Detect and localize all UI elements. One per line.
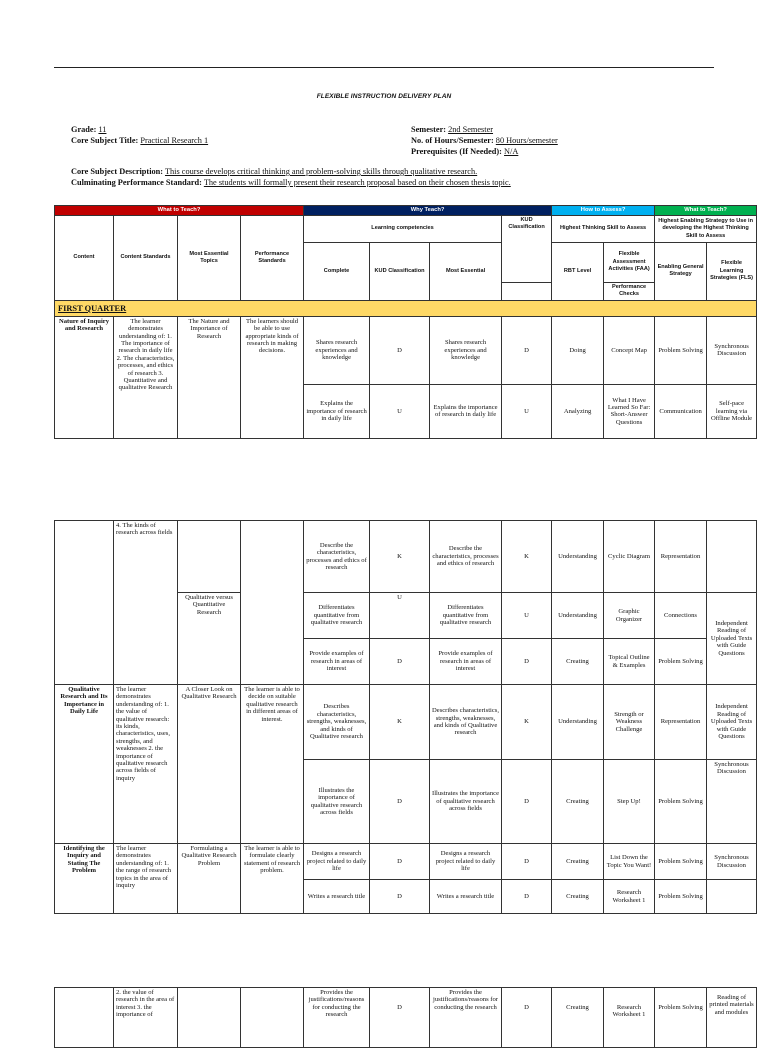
- prereq-line: [411, 147, 518, 157]
- t2-r2-rbt: Understanding: [552, 593, 604, 639]
- semester-value: 2nd Semester: [448, 125, 494, 134]
- col-flexible-learning-strategies: Flexible Learning Strategies (FLS): [707, 243, 757, 301]
- t1-r1-fls: Synchronous Discussion: [707, 316, 757, 384]
- t2-i2-fls: [707, 880, 757, 914]
- t2-q2-faa: Step Up!: [604, 760, 655, 844]
- t2-r1-egs: Representation: [655, 521, 707, 593]
- t3-content-cont: [55, 988, 114, 1048]
- t2-r1-rbt: Understanding: [552, 521, 604, 593]
- col-enabling-general-strategy: Enabling General Strategy: [655, 243, 707, 301]
- t3-rbt: Creating: [552, 988, 604, 1048]
- t2-r2-kud1: U: [370, 593, 430, 639]
- t3-kud1: D: [370, 988, 430, 1048]
- t2-q2-egs: Problem Solving: [655, 760, 707, 844]
- t1-r2-essential: Explains the importance of research in daily life: [430, 384, 502, 438]
- t2-q1-rbt: Understanding: [552, 685, 604, 760]
- t2-r3-complete: Provide examples of research in areas of interest: [304, 639, 370, 685]
- t2-topic-empty: [178, 521, 241, 593]
- plan-table-page-3: [54, 987, 757, 1048]
- t1-content-standards: The learner demonstrates understanding of: 1. The importance of research in daily life 2. The characteristics, processes, and ethics of research 3. Quantitative and qualitative Research: [114, 316, 178, 438]
- t2-r3-kud1: D: [370, 639, 430, 685]
- standard-label: Culminating Performance Standard:: [71, 178, 202, 187]
- t2-q2-essential: Illustrates the importance of qualitative research across fields: [430, 760, 502, 844]
- t2-i1-complete: Designs a research project related to daily life: [304, 844, 370, 880]
- t2-i1-egs: Problem Solving: [655, 844, 707, 880]
- t2-i1-rbt: Creating: [552, 844, 604, 880]
- subject-line: [71, 136, 208, 146]
- t2-i2-complete: Writes a research title: [304, 880, 370, 914]
- t2-q2-complete: Illustrates the importance of qualitative research across fields: [304, 760, 370, 844]
- t2-i2-essential: Writes a research title: [430, 880, 502, 914]
- t2-i2-egs: Problem Solving: [655, 880, 707, 914]
- t2-fls-a: Independent Reading of Uploaded Texts with Guide Questions: [707, 593, 757, 685]
- col-most-essential: Most Essential: [430, 243, 502, 301]
- t2-r3-essential: Provide examples of research in areas of interest: [430, 639, 502, 685]
- plan-table-page-1: [54, 205, 757, 439]
- t1-r1-essential: Shares research experiences and knowledge: [430, 316, 502, 384]
- hours-line: [411, 136, 558, 146]
- t3-faa: Research Worksheet 1: [604, 988, 655, 1048]
- t3-content-standards-cont: 2. the value of research in the area of interest 3. the importance of: [114, 988, 178, 1048]
- t2-qual-content: Qualitative Research and Its Importance in Daily Life: [55, 685, 114, 844]
- t2-q1-fls: Independent Reading of Uploaded Texts with Guide Questions: [707, 685, 757, 760]
- t1-performance-standard: The learners should be able to use appropriate kinds of research in making decisions.: [241, 316, 304, 438]
- grade-value: 11: [98, 125, 107, 134]
- col-kud-classification-2-cont: [502, 283, 552, 301]
- t1-r2-egs: Communication: [655, 384, 707, 438]
- col-kud-classification-2: KUD Classification: [502, 216, 552, 283]
- t2-q2-fls: Synchronous Discussion: [707, 760, 757, 844]
- document-title: FLEXIBLE INSTRUCTION DELIVERY PLAN: [316, 93, 452, 100]
- t3-complete: Provides the justifications/reasons for conducting the research: [304, 988, 370, 1048]
- t2-r2-faa: Graphic Organizer: [604, 593, 655, 639]
- quarter-heading: FIRST QUARTER: [55, 300, 757, 316]
- t2-r1-kud2: K: [502, 521, 552, 593]
- semester-line: [411, 125, 493, 135]
- t2-qual-content-standards: The learner demonstrates understanding of: 1. the value of qualitative research: its kinds, characteristics, uses, strengths, and weaknesses 2. the importance of qualitative research across fields of inquiry: [114, 685, 178, 844]
- col-highest-thinking-skill: Highest Thinking Skill to Assess: [552, 216, 655, 243]
- standard-line: [71, 178, 511, 188]
- col-kud-classification-1: KUD Classification: [370, 243, 430, 301]
- col-learning-competencies: Learning competencies: [304, 216, 502, 243]
- t2-ident-topic: Formulating a Qualitative Research Problem: [178, 844, 241, 914]
- t2-r1-complete: Describe the characteristics, processes and ethics of research: [304, 521, 370, 593]
- band-how-to-assess: How to Assess?: [552, 206, 655, 216]
- col-flexible-assessment: Flexible Assessment Activities (FAA): [604, 243, 655, 283]
- t2-i2-kud1: D: [370, 880, 430, 914]
- t2-r3-faa: Topical Outline & Examples: [604, 639, 655, 685]
- t1-r1-kud1: D: [370, 316, 430, 384]
- t2-r2-complete: Differentiates quantitative from qualitative research: [304, 593, 370, 639]
- t2-r1-faa: Cyclic Diagram: [604, 521, 655, 593]
- t1-topic: The Nature and Importance of Research: [178, 316, 241, 438]
- col-performance-checks: Performance Checks: [604, 283, 655, 301]
- t2-q1-egs: Representation: [655, 685, 707, 760]
- top-rule: [54, 67, 714, 68]
- t1-r1-egs: Problem Solving: [655, 316, 707, 384]
- description-label: Core Subject Description:: [71, 167, 164, 176]
- t2-r1-kud1: K: [370, 521, 430, 593]
- t2-ident-content-standards: The learner demonstrates understanding of: 1. the range of research topics in the area of inquiry: [114, 844, 178, 914]
- t1-r1-complete: Shares research experiences and knowledge: [304, 316, 370, 384]
- band-why-teach: Why Teach?: [304, 206, 552, 216]
- prereq-value: N/A: [504, 147, 519, 156]
- t2-r3-kud2: D: [502, 639, 552, 685]
- standard-value: The students will formally present their research proposal based on their chosen thesis topic.: [203, 178, 511, 187]
- t2-r2-essential: Differentiates quantitative from qualitative research: [430, 593, 502, 639]
- band-what-to-teach: What to Teach?: [55, 206, 304, 216]
- t2-r3-rbt: Creating: [552, 639, 604, 685]
- t2-i1-fls: Synchronous Discussion: [707, 844, 757, 880]
- t2-q2-kud1: D: [370, 760, 430, 844]
- t2-topic-qvq: Qualitative versus Quantitative Research: [178, 593, 241, 685]
- t2-i2-faa: Research Worksheet 1: [604, 880, 655, 914]
- t3-egs: Problem Solving: [655, 988, 707, 1048]
- col-performance-standards: Performance Standards: [241, 216, 304, 301]
- hours-label: No. of Hours/Semester:: [411, 136, 494, 145]
- t2-content-standards-cont: 4. The kinds of research across fields: [114, 521, 178, 685]
- t2-i1-kud1: D: [370, 844, 430, 880]
- t1-r2-faa: What I Have Learned So Far: Short-Answer Questions: [604, 384, 655, 438]
- t2-q1-faa: Strength or Weakness Challenge: [604, 685, 655, 760]
- t2-i1-essential: Designs a research project related to daily life: [430, 844, 502, 880]
- band-what-to-teach-2: What to Teach?: [655, 206, 757, 216]
- t2-ident-performance: The learner is able to formulate clearly statement of research problem.: [241, 844, 304, 914]
- subject-value: Practical Research 1: [140, 136, 209, 145]
- semester-label: Semester:: [411, 125, 447, 134]
- col-content-standards: Content Standards: [114, 216, 178, 301]
- t1-r1-kud2: D: [502, 316, 552, 384]
- t2-ident-content: Identifying the Inquiry and Stating The Problem: [55, 844, 114, 914]
- t2-i2-rbt: Creating: [552, 880, 604, 914]
- t2-q2-rbt: Creating: [552, 760, 604, 844]
- t2-q1-essential: Describes characteristics, strengths, weaknesses, and kinds of Qualitative research: [430, 685, 502, 760]
- prereq-label: Prerequisites (If Needed):: [411, 147, 502, 156]
- t1-content: Nature of Inquiry and Research: [55, 316, 114, 438]
- plan-table-page-2: [54, 520, 757, 914]
- grade-label: Grade:: [71, 125, 97, 134]
- t1-r1-rbt: Doing: [552, 316, 604, 384]
- hours-value: 80 Hours/semester: [495, 136, 558, 145]
- t3-essential: Provides the justifications/reasons for conducting the research: [430, 988, 502, 1048]
- t2-r1-fls: [707, 521, 757, 593]
- description-line: [71, 167, 477, 177]
- t1-r1-faa: Concept Map: [604, 316, 655, 384]
- t3-fls: Reading of printed materials and modules: [707, 988, 757, 1048]
- col-highest-enabling-strategy: Highest Enabling Strategy to Use in developing the Highest Thinking Skill to Assess: [655, 216, 757, 243]
- t2-r1-essential: Describe the characteristics, processes and ethics of research: [430, 521, 502, 593]
- t2-q1-kud1: K: [370, 685, 430, 760]
- t1-r2-fls: Self-pace learning via Offline Module: [707, 384, 757, 438]
- t2-q1-kud2: K: [502, 685, 552, 760]
- t2-q1-complete: Describes characteristics, strengths, weaknesses, and kinds of Qualitative research: [304, 685, 370, 760]
- t2-r2-kud2: U: [502, 593, 552, 639]
- t3-topic-cont: [178, 988, 241, 1048]
- t3-kud2: D: [502, 988, 552, 1048]
- t2-q2-kud2: D: [502, 760, 552, 844]
- t1-r2-kud2: U: [502, 384, 552, 438]
- col-most-essential-topics: Most Essential Topics: [178, 216, 241, 301]
- t1-r2-kud1: U: [370, 384, 430, 438]
- t3-performance-cont: [241, 988, 304, 1048]
- t2-qual-topic: A Closer Look on Qualitative Research: [178, 685, 241, 844]
- col-complete: Complete: [304, 243, 370, 301]
- col-rbt-level: RBT Level: [552, 243, 604, 301]
- t2-r3-egs: Problem Solving: [655, 639, 707, 685]
- t2-r2-egs: Connections: [655, 593, 707, 639]
- t2-qual-performance: The learner is able to decide on suitable qualitative research in different areas of interest.: [241, 685, 304, 844]
- t2-performance-cont: [241, 521, 304, 685]
- t1-r2-rbt: Analyzing: [552, 384, 604, 438]
- t2-i1-kud2: D: [502, 844, 552, 880]
- description-value: This course develops critical thinking and problem-solving skills through qualitative research.: [164, 167, 478, 176]
- col-content: Content: [55, 216, 114, 301]
- t2-content-cont: [55, 521, 114, 685]
- t2-i2-kud2: D: [502, 880, 552, 914]
- t1-r2-complete: Explains the importance of research in daily life: [304, 384, 370, 438]
- t2-i1-faa: List Down the Topic You Want!: [604, 844, 655, 880]
- subject-label: Core Subject Title:: [71, 136, 139, 145]
- grade-line: [71, 125, 106, 135]
